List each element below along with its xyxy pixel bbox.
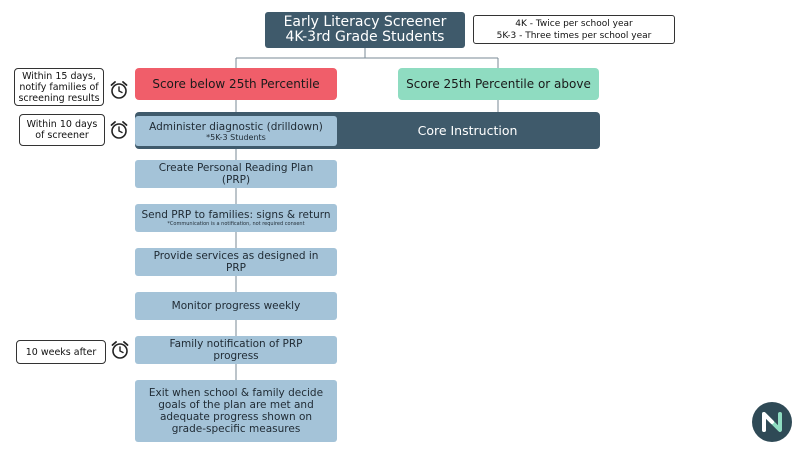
step-send-prp xyxy=(135,204,337,232)
note-10-days xyxy=(19,114,105,146)
step-7-text: Exit when school & family decide goals of the plan are met and adequate progress shown on grade-specific measures xyxy=(148,387,324,435)
step-family-notification xyxy=(135,336,337,364)
note-10-weeks-text: 10 weeks after xyxy=(25,346,97,358)
core-instruction-label: Core Instruction xyxy=(417,123,518,138)
step-3-text: Send PRP to families: signs & return xyxy=(141,209,331,221)
above-label: Score 25th Percentile or above xyxy=(406,77,591,91)
screening-frequency-note xyxy=(473,15,675,44)
step-provide-services xyxy=(135,248,337,276)
step-6-text: Family notification of PRP progress xyxy=(169,338,303,362)
step-create-prp xyxy=(135,160,337,188)
step-2-text: Create Personal Reading Plan (PRP) xyxy=(158,162,314,186)
step-1-text: Administer diagnostic (drilldown) xyxy=(149,120,323,133)
title-line-1: Early Literacy Screener xyxy=(283,14,447,30)
alarm-clock-icon xyxy=(109,80,129,100)
note-10-weeks xyxy=(16,340,106,364)
note-15-days-text: Within 15 days, notify families of screening results xyxy=(18,70,100,104)
step-5-text: Monitor progress weekly xyxy=(171,300,301,312)
step-monitor-progress xyxy=(135,292,337,320)
step-administer-diagnostic xyxy=(135,116,337,146)
note-15-days xyxy=(14,68,104,106)
step-4-text: Provide services as designed in PRP xyxy=(153,250,319,274)
step-1-sub: *5K-3 Students xyxy=(206,132,266,142)
note-10-days-text: Within 10 days of screener xyxy=(26,119,98,141)
step-exit-criteria xyxy=(135,380,337,442)
below-label: Score below 25th Percentile xyxy=(152,77,320,91)
n-logo-icon xyxy=(752,402,792,442)
frequency-line-2: 5K-3 - Three times per school year xyxy=(496,30,652,41)
alarm-clock-icon xyxy=(110,340,130,360)
above-25th-percentile-box xyxy=(398,68,599,100)
flowchart-title xyxy=(265,12,465,48)
step-3-note: *Communication is a notification, not required consent xyxy=(167,221,305,227)
frequency-line-1: 4K - Twice per school year xyxy=(515,18,633,29)
title-line-2: 4K-3rd Grade Students xyxy=(285,29,445,45)
core-instruction-box xyxy=(335,112,600,149)
alarm-clock-icon xyxy=(109,120,129,140)
below-25th-percentile-box xyxy=(135,68,337,100)
